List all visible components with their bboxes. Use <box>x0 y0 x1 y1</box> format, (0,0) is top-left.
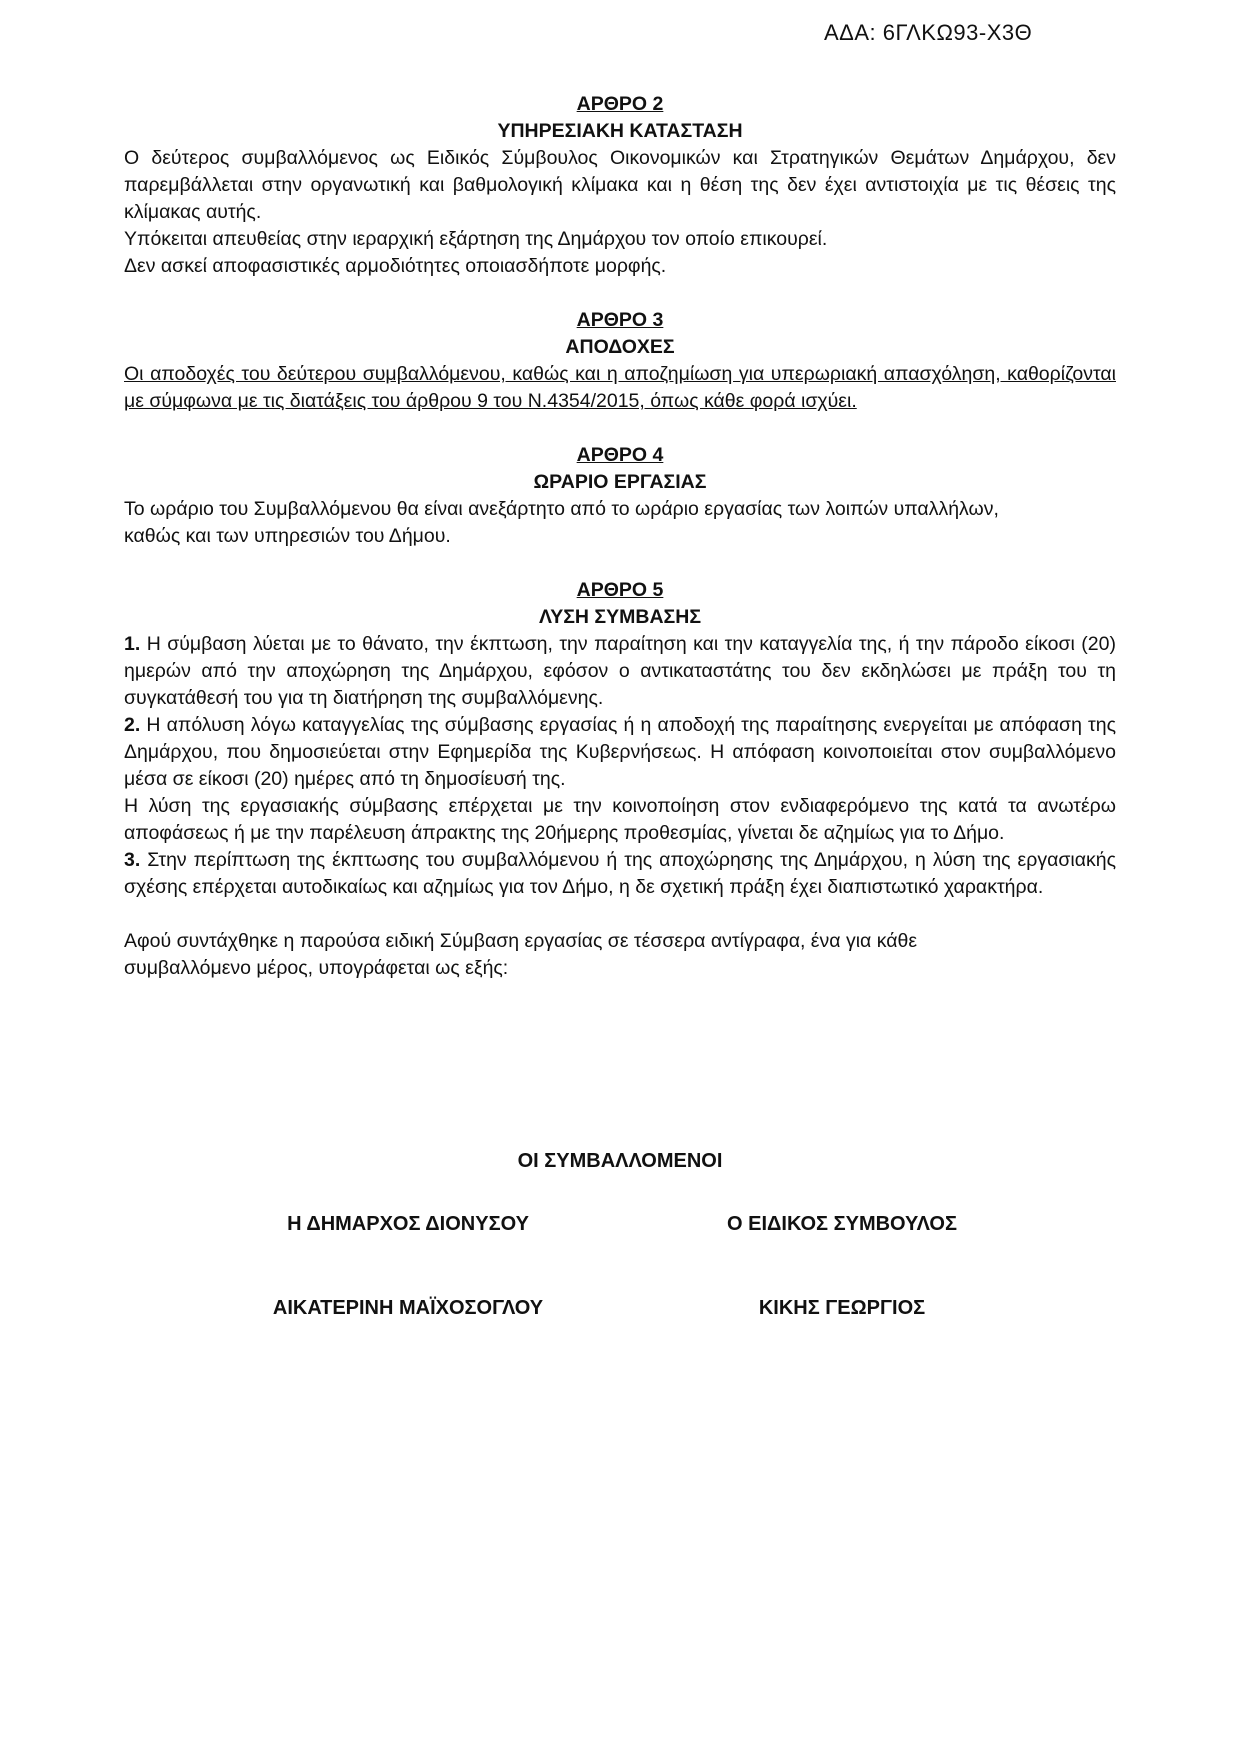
paragraph: Δεν ασκεί αποφασιστικές αρμοδιότητες οποιασδήποτε μορφής. <box>124 255 667 277</box>
article-number: ΑΡΘΡΟ 4 <box>576 444 664 466</box>
paragraph: Οι αποδοχές του δεύτερου συμβαλλόμενου, καθώς και η αποζημίωση για υπερωριακή απασχόληση, καθορίζονται με σύμφωνα με τις διατάξεις του άρθρου 9 του Ν.4354/2015, όπως κάθε φορά ισχύει. <box>124 363 1116 412</box>
paragraph-text: Η απόλυση λόγω καταγγελίας της σύμβασης εργασίας ή η αποδοχή της παραίτησης ενεργείται με απόφαση της Δημάρχου, που δημοσιεύεται στην Εφημερίδα της Κυβερνήσεως. Η απόφαση κοινοποιείται στον συμβαλλόμενο μέσα σε είκοσι (20) ημέρες από τη δημοσίευσή της. <box>124 714 1116 790</box>
advisor-role: Ο ΕΙΔΙΚΟΣ ΣΥΜΒΟΥΛΟΣ <box>727 1213 957 1235</box>
article-4 <box>124 442 1116 550</box>
mayor-role: Η ΔΗΜΑΡΧΟΣ ΔΙΟΝΥΣΟΥ <box>287 1213 529 1235</box>
paragraph: καθώς και των υπηρεσιών του Δήμου. <box>124 525 451 547</box>
paragraph: Το ωράριο του Συμβαλλόμενου θα είναι ανεξάρτητο από το ωράριο εργασίας των λοιπών υπαλλήλων, <box>124 498 999 520</box>
paragraph-text: Στην περίπτωση της έκπτωσης του συμβαλλόμενου ή της αποχώρησης της Δημάρχου, η λύση της εργασιακής σχέσης επέρχεται αυτοδικαίως και αζημίως για τον Δήμο, η δε σχετική πράξη έχει διαπιστωτικό χαρακτήρα. <box>124 849 1116 898</box>
paragraph-text: Η σύμβαση λύεται με το θάνατο, την έκπτωση, την παραίτηση και την καταγγελία της, ή την πάροδο είκοσι (20) ημερών από την αποχώρηση της Δημάρχου, εφόσον ο αντικαταστάτης του δεν εκδηλώσει με πράξη του τη συγκατάθεσή του για τη διατήρηση της συμβαλλόμενης. <box>124 633 1116 709</box>
article-title: ΥΠΗΡΕΣΙΑΚΗ ΚΑΤΑΣΤΑΣΗ <box>497 120 743 142</box>
article-title: ΛΥΣΗ ΣΥΜΒΑΣΗΣ <box>538 606 702 628</box>
numbered-paragraph <box>124 847 1116 901</box>
article-5 <box>124 577 1116 901</box>
closing-statement <box>124 928 1116 982</box>
article-title: ΩΡΑΡΙΟ ΕΡΓΑΣΙΑΣ <box>533 471 707 493</box>
mayor-name: ΑΙΚΑΤΕΡΙΝΗ ΜΑΪΧΟΣΟΓΛΟΥ <box>272 1297 544 1319</box>
advisor-name: ΚΙΚΗΣ ΓΕΩΡΓΙΟΣ <box>758 1297 926 1319</box>
paragraph: Υπόκειται απευθείας στην ιεραρχική εξάρτηση της Δημάρχου τον οποίο επικουρεί. <box>124 228 828 250</box>
article-3 <box>124 307 1116 415</box>
article-2 <box>124 91 1116 280</box>
paragraph-text: Η λύση της εργασιακής σύμβασης επέρχεται με την κοινοποίηση στον ενδιαφερόμενο της κατά τα ανωτέρω αποφάσεως ή με την παρέλευση άπρακτης της 20ήμερης προθεσμίας, γίνεται δε αζημίως για το Δήμο. <box>124 795 1116 844</box>
article-number: ΑΡΘΡΟ 3 <box>576 309 664 331</box>
article-number: ΑΡΘΡΟ 5 <box>576 579 664 601</box>
closing-line: Αφού συντάχθηκε η παρούσα ειδική Σύμβαση εργασίας σε τέσσερα αντίγραφα, ένα για κάθε <box>124 930 918 952</box>
article-title: ΑΠΟΔΟΧΕΣ <box>565 336 675 358</box>
numbered-paragraph <box>124 631 1116 712</box>
closing-line: συμβαλλόμενο μέρος, υπογράφεται ως εξής: <box>124 957 509 979</box>
ada-code: ΑΔΑ: 6ΓΛΚΩ93-Χ3Θ <box>824 20 1033 45</box>
parties-heading: ΟΙ ΣΥΜΒΑΛΛΟΜΕΝΟΙ <box>517 1150 723 1172</box>
numbered-paragraph <box>124 793 1116 847</box>
numbered-paragraph <box>124 712 1116 793</box>
paragraph-number: 2. <box>124 714 141 736</box>
paragraph-number: 1. <box>124 633 141 655</box>
article-number: ΑΡΘΡΟ 2 <box>576 93 664 115</box>
document-body <box>124 91 1116 982</box>
paragraph-number: 3. <box>124 849 141 871</box>
paragraph: Ο δεύτερος συμβαλλόμενος ως Ειδικός Σύμβουλος Οικονομικών και Στρατηγικών Θεμάτων Δημάρχου, δεν παρεμβάλλεται στην οργανωτική και βαθμολογική κλίμακα και η θέση της δεν έχει αντιστοιχία με τις θέσεις της κλίμακας αυτής. <box>124 147 1116 223</box>
